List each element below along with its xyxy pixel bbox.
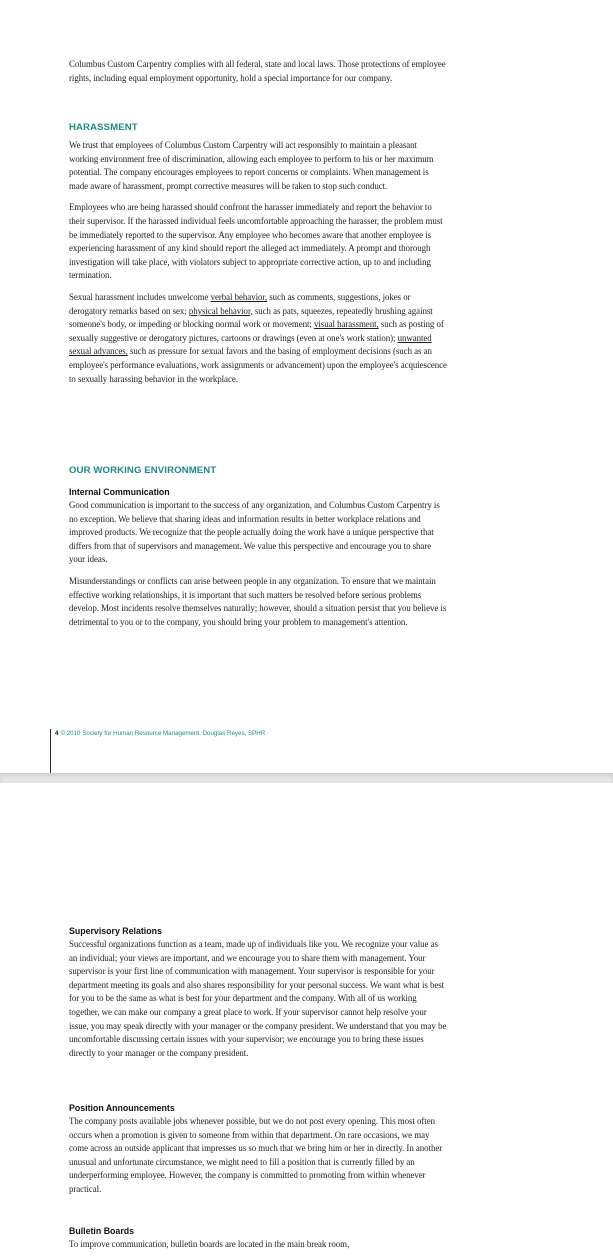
text-run: Sexual harassment includes unwelcome xyxy=(69,291,211,302)
text-run: such as posting of sexually suggestive or derogatory pictures, cartoons or drawings (even at one's work station); xyxy=(69,319,444,343)
visual-harassment-term: visual harassment, xyxy=(314,319,379,330)
bulletin-boards-heading: Bulletin Boards xyxy=(69,1226,135,1236)
position-announcements-heading: Position Announcements xyxy=(69,1103,175,1113)
text-run: such as pats, squeezes, repeatedly brushing against someone's body, or impeding or blocking normal work or movement; xyxy=(69,305,433,330)
working-environment-heading: OUR WORKING ENVIRONMENT xyxy=(69,465,217,476)
working-environment-section xyxy=(69,465,447,629)
page-footer xyxy=(55,730,265,737)
harassment-section xyxy=(69,122,447,386)
internal-communication-paragraph-2: Misunderstandings or conflicts can arise between people in any organization. To ensure that we maintain effective working relationships, it is important that such matters be resolved before serious problems develop. Most incidents resolve themselves naturally; however, should a situation persist that you believe is detrimental to you or to the company, you should bring your problem to management's attention. xyxy=(69,575,447,627)
harassment-heading: HARASSMENT xyxy=(69,122,138,133)
document-page-2 xyxy=(0,783,613,1256)
bulletin-boards-section xyxy=(69,1225,447,1252)
supervisory-relations-section xyxy=(69,925,447,1060)
physical-behavior-term: physical behavior, xyxy=(188,305,253,316)
text-run: such as pressure for sexual favors and the basing of employment decisions (such as an employee's performance evaluations, work assignments or advancement) upon the employee's acquiescence to sexually harassing behavior in the workplace. xyxy=(69,346,447,384)
harassment-paragraph-2: Employees who are being harassed should confront the harasser immediately and report the behavior to their supervisor. If the harassed individual feels uncomfortable approaching the harasser, the problem must be immediately reported to the supervisor. Any employee who becomes aware that another employee is experiencing harassment of any kind should report the alleged act immediately. A prompt and thorough investigation will take place, with violators subject to appropriate corrective action, up to and including termination. xyxy=(69,202,443,281)
harassment-paragraph-3 xyxy=(69,291,447,386)
text-run: such as comments, suggestions, jokes or derogatory remarks based on sex; xyxy=(69,291,411,316)
supervisory-relations-paragraph: Successful organizations function as a team, made up of individuals like you. We recognize your value as an individual; your views are important, and we encourage you to share them with management. Your supervisor is your first line of communication with management. Your supervisor is responsible for your department meeting its goals and also shares responsibility for your personal success. We want what is best for you to be the same as what is best for your department and the company. With all of us working together, we can make our company a great place to work. If your supervisor cannot help resolve your issue, you may speak directly with your manager or the company president. We understand that you may be uncomfortable discussing certain issues with your supervisor; we encourage you to bring these issues directly to your manager or the company president. xyxy=(69,939,447,1058)
page-separator xyxy=(0,773,613,783)
intro-paragraph: Columbus Custom Carpentry complies with all federal, state and local laws. Those protections of employee rights, including equal employment opportunity, hold a special importance for our company. xyxy=(69,59,446,83)
supervisory-relations-heading: Supervisory Relations xyxy=(69,926,162,936)
footer-copyright: © 2010 Society for Human Resource Management. Douglas Reyes, SPHR xyxy=(60,730,266,737)
verbal-behavior-term: verbal behavior, xyxy=(210,291,268,302)
intro-block xyxy=(69,58,447,85)
unwanted-sexual-advances-term: unwanted sexual advances, xyxy=(69,332,432,357)
internal-communication-heading: Internal Communication xyxy=(69,487,170,497)
internal-communication-paragraph-1: Good communication is important to the success of any organization, and Columbus Custom Carpentry is no exception. We believe that sharing ideas and information results in better workplace relations and improved products. We recognize that the people actually doing the work have a unique perspective that differs from that of supervisors and management. We value this perspective and encourage you to share your ideas. xyxy=(69,500,440,565)
bulletin-boards-paragraph: To improve communication, bulletin boards are located in the main break room, xyxy=(69,1239,350,1249)
harassment-paragraph-1: We trust that employees of Columbus Custom Carpentry will act responsibly to maintain a pleasant working environment free of discrimination, allowing each employee to perform to his or her maximum potential. The company encourages employees to report concerns or complaints. When management is made aware of harassment, prompt corrective measures will be taken to stop such conduct. xyxy=(69,140,434,191)
position-announcements-section xyxy=(69,1102,447,1197)
page-number: 4 xyxy=(55,730,59,737)
footer-rule xyxy=(50,729,51,773)
position-announcements-paragraph: The company posts available jobs whenever possible, but we do not post every opening. This most often occurs when a promotion is given to someone from within that department. On rare occasions, we may come across an outside applicant that impresses us so much that we bring him or her in directly. In another unusual and unfortunate circumstance, we might need to fill a position that is currently filled by an underperforming employee. However, the company is committed to promoting from within whenever practical. xyxy=(69,1116,443,1194)
